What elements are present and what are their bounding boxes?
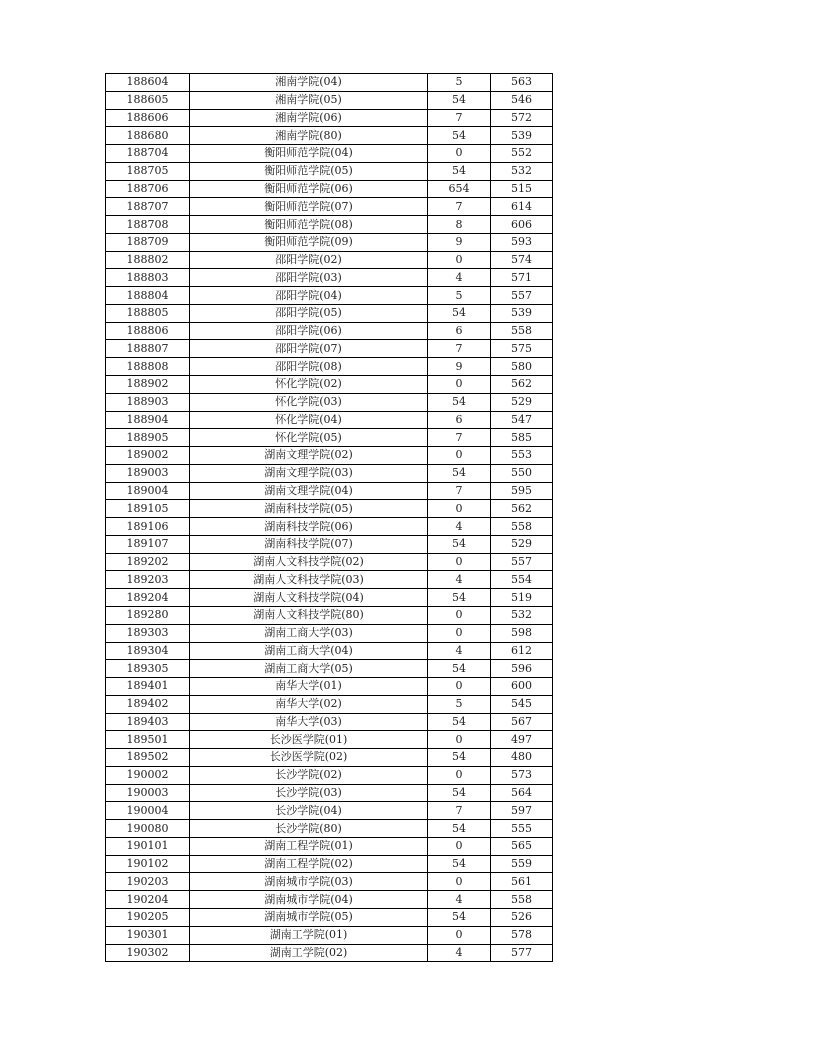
score-cell: 578 [491, 926, 553, 944]
score-cell: 558 [491, 322, 553, 340]
table-row [106, 464, 553, 482]
score-cell: 572 [491, 109, 553, 127]
score-cell: 546 [491, 91, 553, 109]
school-code-cell: 188905 [106, 429, 190, 447]
table-row [106, 482, 553, 500]
school-code-cell: 190204 [106, 891, 190, 909]
school-code-cell: 188904 [106, 411, 190, 429]
school-code-cell: 190080 [106, 820, 190, 838]
school-code-cell: 188802 [106, 251, 190, 269]
school-code-cell: 189105 [106, 500, 190, 518]
table-row [106, 304, 553, 322]
table-row [106, 908, 553, 926]
count-cell: 6 [428, 322, 491, 340]
score-cell: 597 [491, 802, 553, 820]
school-name-cell: 怀化学院(03) [190, 393, 428, 411]
school-code-cell: 189107 [106, 535, 190, 553]
school-name-cell: 湖南人文科技学院(80) [190, 606, 428, 624]
school-name-cell: 湘南学院(06) [190, 109, 428, 127]
count-cell: 54 [428, 713, 491, 731]
school-code-cell: 190003 [106, 784, 190, 802]
score-cell: 571 [491, 269, 553, 287]
table-row [106, 216, 553, 234]
table-row [106, 606, 553, 624]
table-row [106, 287, 553, 305]
count-cell: 7 [428, 198, 491, 216]
count-cell: 0 [428, 873, 491, 891]
school-code-cell: 190002 [106, 766, 190, 784]
count-cell: 7 [428, 340, 491, 358]
school-name-cell: 湖南人文科技学院(04) [190, 589, 428, 607]
table-row [106, 500, 553, 518]
score-cell: 598 [491, 624, 553, 642]
school-name-cell: 湖南工学院(01) [190, 926, 428, 944]
score-cell: 614 [491, 198, 553, 216]
score-cell: 567 [491, 713, 553, 731]
count-cell: 4 [428, 571, 491, 589]
school-code-cell: 189304 [106, 642, 190, 660]
count-cell: 0 [428, 837, 491, 855]
school-name-cell: 长沙学院(80) [190, 820, 428, 838]
school-name-cell: 湖南工学院(02) [190, 944, 428, 962]
table-row [106, 340, 553, 358]
school-name-cell: 湖南文理学院(02) [190, 447, 428, 465]
school-code-cell: 188803 [106, 269, 190, 287]
school-code-cell: 189203 [106, 571, 190, 589]
school-name-cell: 长沙医学院(02) [190, 749, 428, 767]
count-cell: 7 [428, 429, 491, 447]
score-cell: 550 [491, 464, 553, 482]
school-name-cell: 湖南工商大学(04) [190, 642, 428, 660]
school-code-cell: 188808 [106, 358, 190, 376]
count-cell: 54 [428, 820, 491, 838]
table-row [106, 411, 553, 429]
school-code-cell: 188706 [106, 180, 190, 198]
score-cell: 557 [491, 287, 553, 305]
table-row [106, 145, 553, 163]
count-cell: 54 [428, 749, 491, 767]
score-cell: 547 [491, 411, 553, 429]
school-code-cell: 189002 [106, 447, 190, 465]
count-cell: 54 [428, 535, 491, 553]
table-row [106, 749, 553, 767]
school-code-cell: 189204 [106, 589, 190, 607]
school-name-cell: 衡阳师范学院(04) [190, 145, 428, 163]
table-row [106, 624, 553, 642]
table-row [106, 784, 553, 802]
school-code-cell: 189202 [106, 553, 190, 571]
school-name-cell: 湖南科技学院(07) [190, 535, 428, 553]
score-cell: 585 [491, 429, 553, 447]
school-code-cell: 188804 [106, 287, 190, 305]
score-cell: 558 [491, 891, 553, 909]
school-code-cell: 188709 [106, 233, 190, 251]
count-cell: 4 [428, 891, 491, 909]
school-code-cell: 189501 [106, 731, 190, 749]
score-cell: 532 [491, 162, 553, 180]
school-code-cell: 189401 [106, 678, 190, 696]
score-cell: 519 [491, 589, 553, 607]
count-cell: 7 [428, 482, 491, 500]
school-name-cell: 湖南工程学院(01) [190, 837, 428, 855]
school-name-cell: 湖南城市学院(04) [190, 891, 428, 909]
table-row [106, 109, 553, 127]
school-code-cell: 189402 [106, 695, 190, 713]
school-name-cell: 南华大学(01) [190, 678, 428, 696]
count-cell: 5 [428, 74, 491, 92]
count-cell: 4 [428, 518, 491, 536]
school-name-cell: 湖南工程学院(02) [190, 855, 428, 873]
school-name-cell: 湖南工商大学(03) [190, 624, 428, 642]
count-cell: 54 [428, 91, 491, 109]
school-code-cell: 188903 [106, 393, 190, 411]
school-code-cell: 188705 [106, 162, 190, 180]
count-cell: 5 [428, 287, 491, 305]
school-code-cell: 190101 [106, 837, 190, 855]
school-name-cell: 湘南学院(05) [190, 91, 428, 109]
score-cell: 529 [491, 393, 553, 411]
table-row [106, 713, 553, 731]
school-name-cell: 长沙学院(04) [190, 802, 428, 820]
count-cell: 8 [428, 216, 491, 234]
school-name-cell: 湖南文理学院(04) [190, 482, 428, 500]
school-code-cell: 189106 [106, 518, 190, 536]
score-cell: 564 [491, 784, 553, 802]
school-name-cell: 怀化学院(05) [190, 429, 428, 447]
table-row [106, 820, 553, 838]
table-row [106, 802, 553, 820]
table-row [106, 358, 553, 376]
school-name-cell: 湘南学院(04) [190, 74, 428, 92]
table-row [106, 127, 553, 145]
table-row [106, 837, 553, 855]
count-cell: 7 [428, 802, 491, 820]
school-name-cell: 长沙医学院(01) [190, 731, 428, 749]
score-cell: 539 [491, 127, 553, 145]
table-row [106, 91, 553, 109]
count-cell: 0 [428, 766, 491, 784]
score-cell: 600 [491, 678, 553, 696]
count-cell: 0 [428, 678, 491, 696]
table-row [106, 269, 553, 287]
table-row [106, 571, 553, 589]
school-name-cell: 衡阳师范学院(09) [190, 233, 428, 251]
score-cell: 554 [491, 571, 553, 589]
school-name-cell: 长沙学院(02) [190, 766, 428, 784]
table-row [106, 198, 553, 216]
score-cell: 612 [491, 642, 553, 660]
count-cell: 0 [428, 624, 491, 642]
score-cell: 562 [491, 376, 553, 394]
count-cell: 9 [428, 358, 491, 376]
table-row [106, 180, 553, 198]
count-cell: 0 [428, 606, 491, 624]
school-name-cell: 衡阳师范学院(07) [190, 198, 428, 216]
table-row [106, 429, 553, 447]
score-cell: 539 [491, 304, 553, 322]
score-cell: 553 [491, 447, 553, 465]
school-name-cell: 湖南人文科技学院(03) [190, 571, 428, 589]
count-cell: 0 [428, 553, 491, 571]
school-name-cell: 邵阳学院(03) [190, 269, 428, 287]
table-body [106, 74, 553, 962]
school-name-cell: 南华大学(03) [190, 713, 428, 731]
score-cell: 558 [491, 518, 553, 536]
school-code-cell: 188902 [106, 376, 190, 394]
score-cell: 574 [491, 251, 553, 269]
table-row [106, 376, 553, 394]
score-cell: 515 [491, 180, 553, 198]
school-name-cell: 湖南城市学院(03) [190, 873, 428, 891]
count-cell: 54 [428, 908, 491, 926]
school-code-cell: 189305 [106, 660, 190, 678]
table-row [106, 322, 553, 340]
score-cell: 529 [491, 535, 553, 553]
count-cell: 9 [428, 233, 491, 251]
school-name-cell: 衡阳师范学院(05) [190, 162, 428, 180]
school-name-cell: 湖南城市学院(05) [190, 908, 428, 926]
school-code-cell: 188605 [106, 91, 190, 109]
score-cell: 573 [491, 766, 553, 784]
school-code-cell: 188708 [106, 216, 190, 234]
table-row [106, 944, 553, 962]
school-code-cell: 189004 [106, 482, 190, 500]
table-row [106, 162, 553, 180]
school-name-cell: 邵阳学院(08) [190, 358, 428, 376]
table-row [106, 926, 553, 944]
school-name-cell: 怀化学院(04) [190, 411, 428, 429]
count-cell: 54 [428, 464, 491, 482]
count-cell: 7 [428, 109, 491, 127]
school-code-cell: 188680 [106, 127, 190, 145]
school-code-cell: 188707 [106, 198, 190, 216]
school-name-cell: 湖南文理学院(03) [190, 464, 428, 482]
table-row [106, 642, 553, 660]
score-cell: 563 [491, 74, 553, 92]
table-row [106, 873, 553, 891]
table-row [106, 233, 553, 251]
table-row [106, 731, 553, 749]
count-cell: 0 [428, 145, 491, 163]
school-code-cell: 190102 [106, 855, 190, 873]
score-cell: 561 [491, 873, 553, 891]
school-name-cell: 湖南工商大学(05) [190, 660, 428, 678]
school-code-cell: 189280 [106, 606, 190, 624]
score-cell: 555 [491, 820, 553, 838]
count-cell: 0 [428, 500, 491, 518]
count-cell: 54 [428, 304, 491, 322]
score-cell: 565 [491, 837, 553, 855]
school-name-cell: 南华大学(02) [190, 695, 428, 713]
school-name-cell: 邵阳学院(06) [190, 322, 428, 340]
score-cell: 562 [491, 500, 553, 518]
score-cell: 552 [491, 145, 553, 163]
score-cell: 480 [491, 749, 553, 767]
count-cell: 54 [428, 127, 491, 145]
count-cell: 54 [428, 855, 491, 873]
school-code-cell: 189003 [106, 464, 190, 482]
school-code-cell: 188704 [106, 145, 190, 163]
count-cell: 6 [428, 411, 491, 429]
count-cell: 0 [428, 731, 491, 749]
table-row [106, 695, 553, 713]
school-code-cell: 188806 [106, 322, 190, 340]
score-cell: 580 [491, 358, 553, 376]
count-cell: 54 [428, 589, 491, 607]
count-cell: 0 [428, 251, 491, 269]
table-row [106, 678, 553, 696]
score-cell: 606 [491, 216, 553, 234]
school-code-cell: 188807 [106, 340, 190, 358]
school-code-cell: 188606 [106, 109, 190, 127]
count-cell: 4 [428, 642, 491, 660]
count-cell: 5 [428, 695, 491, 713]
score-cell: 559 [491, 855, 553, 873]
school-code-cell: 190302 [106, 944, 190, 962]
count-cell: 54 [428, 162, 491, 180]
count-cell: 4 [428, 944, 491, 962]
score-cell: 596 [491, 660, 553, 678]
school-name-cell: 湖南人文科技学院(02) [190, 553, 428, 571]
admission-score-table [105, 73, 553, 962]
school-code-cell: 189403 [106, 713, 190, 731]
school-name-cell: 湖南科技学院(05) [190, 500, 428, 518]
school-name-cell: 邵阳学院(02) [190, 251, 428, 269]
school-name-cell: 衡阳师范学院(06) [190, 180, 428, 198]
table-row [106, 74, 553, 92]
table-row [106, 518, 553, 536]
count-cell: 54 [428, 784, 491, 802]
score-cell: 532 [491, 606, 553, 624]
count-cell: 54 [428, 393, 491, 411]
school-name-cell: 长沙学院(03) [190, 784, 428, 802]
count-cell: 654 [428, 180, 491, 198]
score-cell: 557 [491, 553, 553, 571]
count-cell: 0 [428, 376, 491, 394]
score-cell: 593 [491, 233, 553, 251]
school-name-cell: 湘南学院(80) [190, 127, 428, 145]
school-name-cell: 邵阳学院(04) [190, 287, 428, 305]
table-row [106, 393, 553, 411]
score-cell: 595 [491, 482, 553, 500]
school-code-cell: 190004 [106, 802, 190, 820]
table-row [106, 660, 553, 678]
count-cell: 4 [428, 269, 491, 287]
school-code-cell: 190203 [106, 873, 190, 891]
table-row [106, 589, 553, 607]
count-cell: 0 [428, 926, 491, 944]
table-row [106, 766, 553, 784]
school-code-cell: 189303 [106, 624, 190, 642]
table-row [106, 855, 553, 873]
score-cell: 545 [491, 695, 553, 713]
score-cell: 526 [491, 908, 553, 926]
school-name-cell: 衡阳师范学院(08) [190, 216, 428, 234]
table-row [106, 553, 553, 571]
count-cell: 54 [428, 660, 491, 678]
school-name-cell: 邵阳学院(07) [190, 340, 428, 358]
table-row [106, 535, 553, 553]
table-row [106, 447, 553, 465]
school-code-cell: 188604 [106, 74, 190, 92]
school-name-cell: 邵阳学院(05) [190, 304, 428, 322]
table-row [106, 891, 553, 909]
table-row [106, 251, 553, 269]
school-code-cell: 188805 [106, 304, 190, 322]
score-cell: 577 [491, 944, 553, 962]
school-code-cell: 190205 [106, 908, 190, 926]
school-name-cell: 湖南科技学院(06) [190, 518, 428, 536]
score-cell: 497 [491, 731, 553, 749]
school-code-cell: 190301 [106, 926, 190, 944]
count-cell: 0 [428, 447, 491, 465]
school-name-cell: 怀化学院(02) [190, 376, 428, 394]
school-code-cell: 189502 [106, 749, 190, 767]
score-cell: 575 [491, 340, 553, 358]
